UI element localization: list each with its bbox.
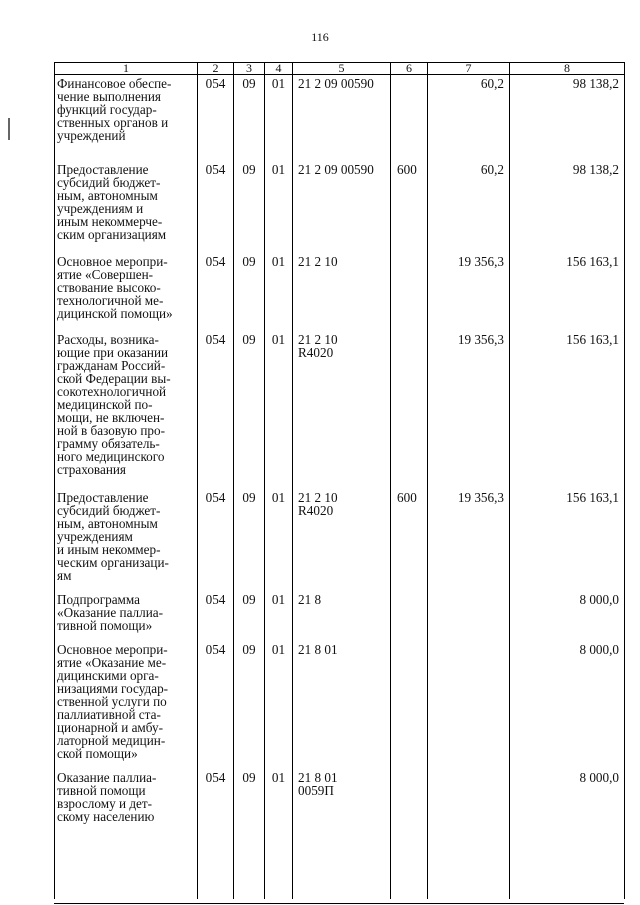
column-header-5: 5 [293, 63, 391, 75]
cell-subsection-code: 01 [265, 161, 293, 253]
cell-expense-type [391, 641, 428, 769]
cell-section-code: 09 [234, 641, 265, 769]
cell-ministry-code: 054 [198, 75, 234, 161]
row-name: Расходы, возника- ющие при оказании гражданам Россий- ской Федерации вы- сокотехнологичной медицинской по- мощи, не включен- ной в базовую про- грамму обязатель- ного медицинского страхования [55, 331, 198, 489]
cell-total-amount: 8 000,0 [510, 591, 625, 641]
cell-total-amount: 98 138,2 [510, 161, 625, 253]
cell-change-amount: 19 356,3 [428, 331, 510, 489]
table-row [55, 161, 625, 253]
table-bottom-border [54, 903, 624, 904]
column-header-1: 1 [55, 63, 198, 75]
cell-change-amount [428, 591, 510, 641]
cell-total-amount: 8 000,0 [510, 769, 625, 899]
cell-target-article: 21 2 10 R4020 [293, 489, 391, 591]
column-header-8: 8 [510, 63, 625, 75]
row-name: Предоставление субсидий бюджет- ным, автономным учреждениям и иным некоммер- ческим организаци- ям [55, 489, 198, 591]
cell-target-article: 21 8 [293, 591, 391, 641]
budget-table [54, 62, 625, 899]
row-name: Предоставление субсидий бюджет- ным, автономным учреждениям и иным некоммерче- ским организациям [55, 161, 198, 253]
row-name: Основное меропри- ятие «Совершен- ствование высоко- технологичной ме- дицинской помощи» [55, 253, 198, 331]
cell-change-amount: 60,2 [428, 75, 510, 161]
cell-change-amount [428, 641, 510, 769]
column-header-3: 3 [234, 63, 265, 75]
cell-ministry-code: 054 [198, 161, 234, 253]
header-row [55, 63, 625, 75]
column-header-7: 7 [428, 63, 510, 75]
cell-expense-type: 600 [391, 161, 428, 253]
cell-ministry-code: 054 [198, 489, 234, 591]
page-number: 116 [311, 30, 329, 44]
cell-section-code: 09 [234, 253, 265, 331]
cell-subsection-code: 01 [265, 489, 293, 591]
row-name: Основное меропри- ятие «Оказание ме- дицинскими орга- низациями государ- ственной услуги по паллиативной ста- ционарной и амбу- латорной медицин- ской помощи» [55, 641, 198, 769]
cell-ministry-code: 054 [198, 769, 234, 899]
row-name: Подпрограмма «Оказание паллиа- тивной помощи» [55, 591, 198, 641]
cell-change-amount: 60,2 [428, 161, 510, 253]
cell-total-amount: 156 163,1 [510, 331, 625, 489]
cell-ministry-code: 054 [198, 253, 234, 331]
cell-section-code: 09 [234, 331, 265, 489]
cell-expense-type [391, 769, 428, 899]
table-row [55, 75, 625, 161]
table-row [55, 641, 625, 769]
cell-subsection-code: 01 [265, 641, 293, 769]
row-name: Финансовое обеспе- чение выполнения функций государ- ственных органов и учреждений [55, 75, 198, 161]
cell-total-amount: 156 163,1 [510, 253, 625, 331]
cell-target-article: 21 2 10 R4020 [293, 331, 391, 489]
cell-total-amount: 8 000,0 [510, 641, 625, 769]
cell-change-amount: 19 356,3 [428, 253, 510, 331]
cell-subsection-code: 01 [265, 591, 293, 641]
cell-ministry-code: 054 [198, 591, 234, 641]
cell-subsection-code: 01 [265, 769, 293, 899]
column-header-4: 4 [265, 63, 293, 75]
table-row [55, 253, 625, 331]
cell-target-article: 21 8 01 [293, 641, 391, 769]
cell-total-amount: 98 138,2 [510, 75, 625, 161]
column-header-6: 6 [391, 63, 428, 75]
cell-expense-type [391, 331, 428, 489]
cell-target-article: 21 8 01 0059П [293, 769, 391, 899]
cell-section-code: 09 [234, 769, 265, 899]
table-row [55, 769, 625, 899]
cell-section-code: 09 [234, 75, 265, 161]
cell-section-code: 09 [234, 591, 265, 641]
margin-mark [8, 118, 10, 140]
table-row [55, 331, 625, 489]
cell-total-amount: 156 163,1 [510, 489, 625, 591]
cell-subsection-code: 01 [265, 331, 293, 489]
cell-expense-type [391, 253, 428, 331]
cell-expense-type: 600 [391, 489, 428, 591]
table-row [55, 591, 625, 641]
row-name: Оказание паллиа- тивной помощи взрослому и дет- скому населению [55, 769, 198, 899]
cell-section-code: 09 [234, 161, 265, 253]
cell-ministry-code: 054 [198, 331, 234, 489]
column-header-2: 2 [198, 63, 234, 75]
cell-ministry-code: 054 [198, 641, 234, 769]
cell-subsection-code: 01 [265, 75, 293, 161]
cell-change-amount [428, 769, 510, 899]
cell-target-article: 21 2 09 00590 [293, 161, 391, 253]
table-row [55, 489, 625, 591]
cell-target-article: 21 2 09 00590 [293, 75, 391, 161]
cell-change-amount: 19 356,3 [428, 489, 510, 591]
cell-section-code: 09 [234, 489, 265, 591]
cell-expense-type [391, 75, 428, 161]
cell-subsection-code: 01 [265, 253, 293, 331]
cell-target-article: 21 2 10 [293, 253, 391, 331]
cell-expense-type [391, 591, 428, 641]
